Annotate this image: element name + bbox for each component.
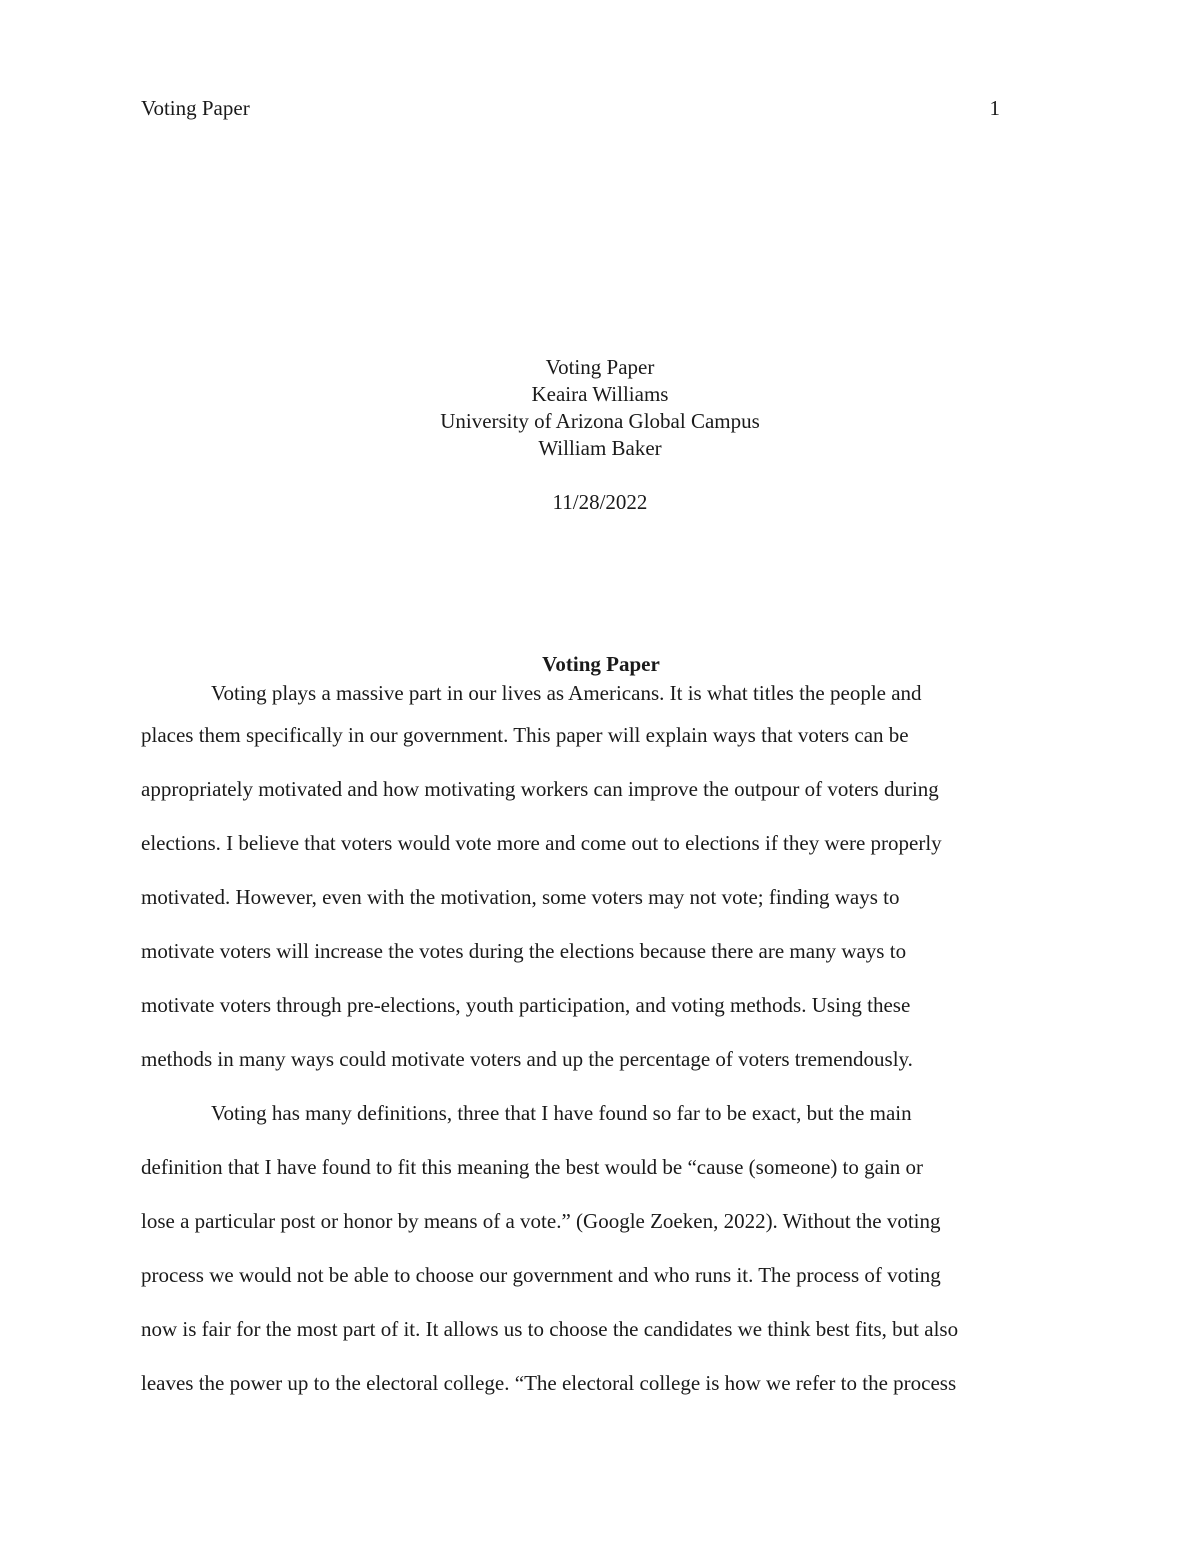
page-number: 1 — [989, 96, 1000, 120]
paragraph-line: places them specifically in our government. This paper will explain ways that voters can be — [141, 723, 909, 747]
paper-title: Voting Paper — [545, 355, 655, 379]
paragraph-line: leaves the power up to the electoral college. “The electoral college is how we refer to the process — [141, 1371, 957, 1395]
paragraph-line: Voting has many definitions, three that I have found so far to be exact, but the main — [211, 1101, 912, 1125]
author-name: Keaira Williams — [531, 382, 669, 406]
paragraph-line: motivate voters through pre-elections, youth participation, and voting methods. Using these — [141, 993, 911, 1017]
paragraph-line: now is fair for the most part of it. It allows us to choose the candidates we think best fits, but also — [141, 1317, 959, 1341]
section-heading: Voting Paper — [542, 652, 660, 676]
paragraph — [141, 1086, 1061, 1410]
running-head-title: Voting Paper — [141, 96, 250, 120]
paragraph-line: methods in many ways could motivate voters and up the percentage of voters tremendously. — [141, 1047, 913, 1071]
paragraph-line: motivate voters will increase the votes during the elections because there are many ways to — [141, 939, 907, 963]
running-head — [141, 96, 1000, 126]
paragraph — [141, 678, 1061, 1086]
paragraph-line: Voting plays a massive part in our lives as Americans. It is what titles the people and — [211, 681, 922, 705]
institution-name: University of Arizona Global Campus — [440, 409, 760, 433]
paragraph-line: motivated. However, even with the motivation, some voters may not vote; finding ways to — [141, 885, 900, 909]
paragraph-line: process we would not be able to choose our government and who runs it. The process of voting — [141, 1263, 941, 1287]
paragraph-line: lose a particular post or honor by means of a vote.” (Google Zoeken, 2022). Without the voting — [141, 1209, 941, 1233]
paragraph-line: appropriately motivated and how motivating workers can improve the outpour of voters during — [141, 777, 939, 801]
paragraph-line: elections. I believe that voters would vote more and come out to elections if they were properly — [141, 831, 942, 855]
paragraph-line: definition that I have found to fit this meaning the best would be “cause (someone) to gain or — [141, 1155, 924, 1179]
paper-body — [141, 650, 1061, 1410]
instructor-name: William Baker — [538, 436, 662, 460]
title-block — [0, 354, 1200, 516]
paper-date: 11/28/2022 — [552, 490, 648, 514]
